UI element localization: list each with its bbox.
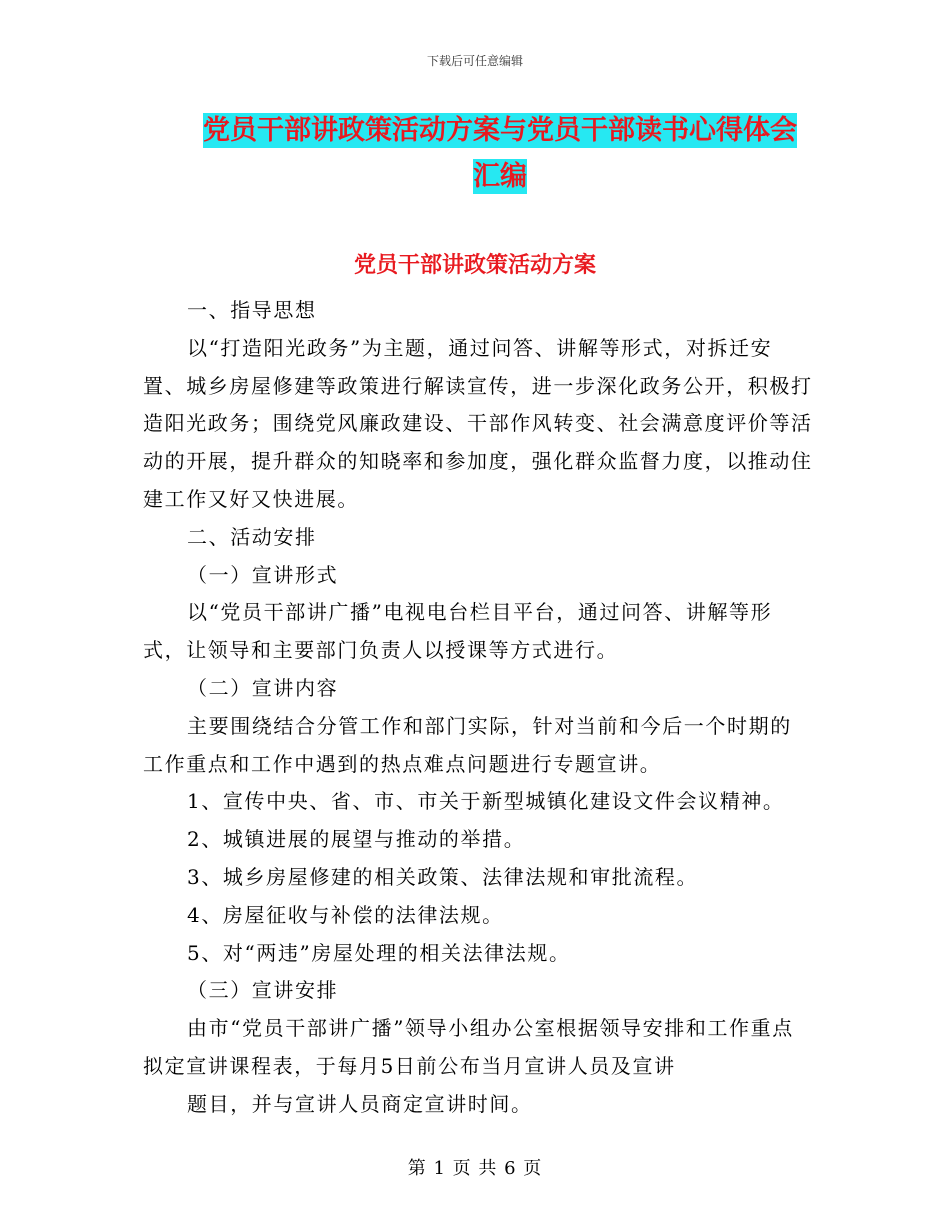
page-footer: 第 1 页 共 6 页: [407, 1158, 543, 1179]
document-title: [195, 108, 805, 200]
header-note: 下载后可任意编辑: [426, 54, 523, 68]
paragraph-lecture-form: 以“党员干部讲广播”电视电台栏目平台，通过问答、讲解等形式，让领导和主要部门负责人以授课等方式进行。: [143, 600, 773, 663]
paragraph-lecture-schedule-cont: 题目，并与宣讲人员商定宣讲时间。: [187, 1091, 533, 1116]
list-item: 2、城镇进展的展望与推动的举措。: [187, 827, 526, 852]
paragraph-lecture-schedule: 由市“党员干部讲广播”领导小组办公室根据领导安排和工作重点拟定宣讲课程表，于每月5日前公布当月宣讲人员及宣讲: [143, 1016, 794, 1078]
document-title-text: 党员干部讲政策活动方案与党员干部读书心得体会汇编: [203, 115, 797, 192]
subheading-lecture-form: （一）宣讲形式: [187, 562, 339, 587]
section-title: 党员干部讲政策活动方案: [353, 252, 596, 278]
list-item: 5、对“两违”房屋处理的相关法律法规。: [187, 940, 571, 965]
heading-activity-arrangement: 二、活动安排: [187, 524, 317, 549]
body-text: [143, 292, 813, 1124]
list-item: 1、宣传中央、省、市、市关于新型城镇化建设文件会议精神。: [187, 789, 785, 814]
list-item: 3、城乡房屋修建的相关政策、法律法规和审批流程。: [187, 864, 699, 889]
subheading-lecture-schedule: （三）宣讲安排: [187, 978, 339, 1003]
heading-guiding-thought: 一、指导思想: [187, 298, 317, 322]
paragraph-lecture-content: 主要围绕结合分管工作和部门实际，针对当前和今后一个时期的工作重点和工作中遇到的热点难点问题进行专题宣讲。: [143, 713, 792, 776]
paragraph-guiding-thought: 以“打造阳光政务”为主题，通过问答、讲解等形式，对拆迁安置、城乡房屋修建等政策进行解读宣传，进一步深化政务公开，积极打造阳光政务；围绕党风廉政建设、干部作风转变、社会满意度评价等活动的开展，提升群众的知晓率和参加度，强化群众监督力度，以推动住建工作又好又快进展。: [143, 335, 813, 511]
list-item: 4、房屋征收与补偿的法律法规。: [187, 902, 504, 927]
subheading-lecture-content: （二）宣讲内容: [187, 675, 339, 700]
